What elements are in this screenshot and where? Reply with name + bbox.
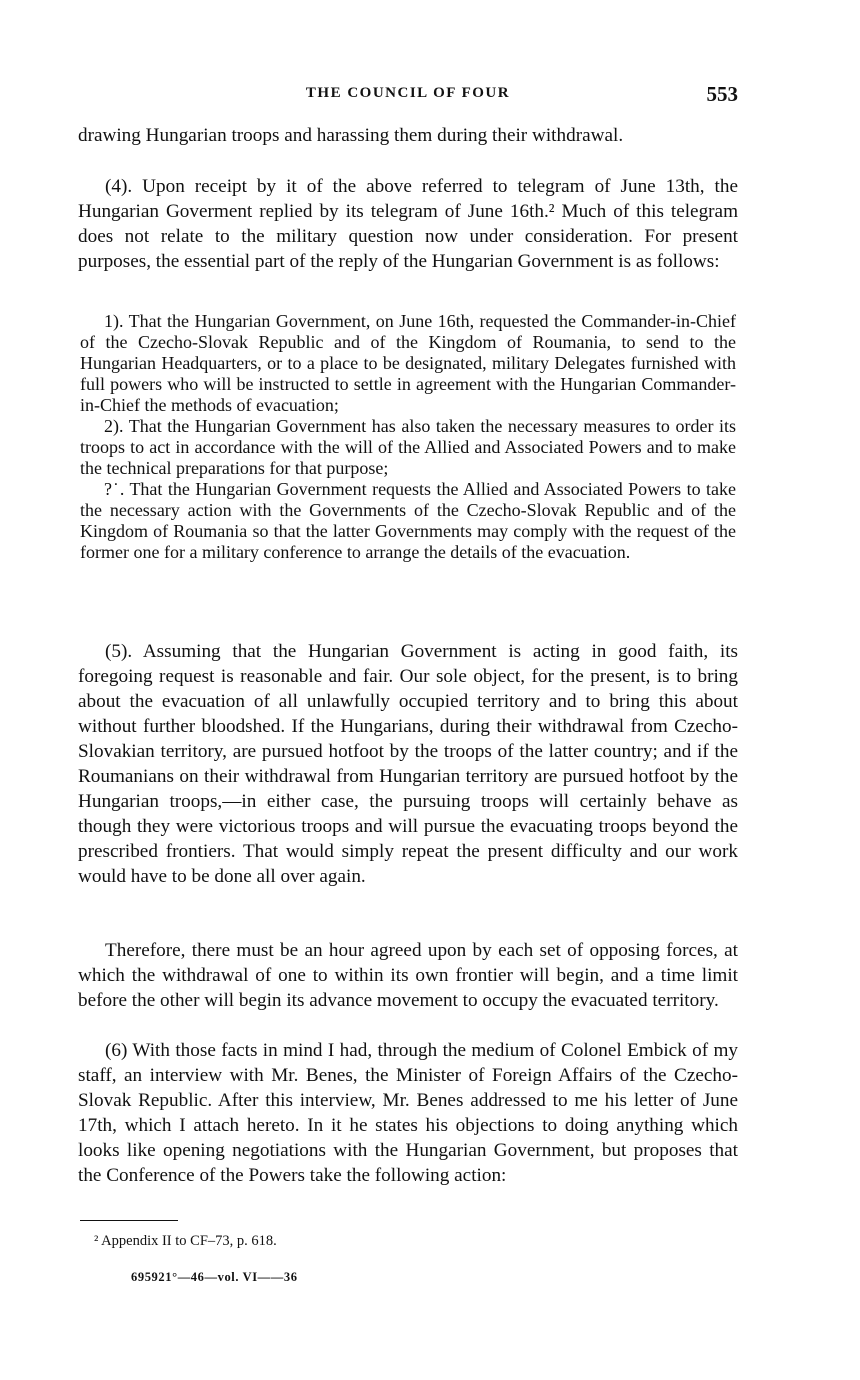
print-code: 695921°—46—vol. VI——36 xyxy=(131,1270,298,1284)
quoted-reply-block xyxy=(80,311,736,563)
paragraph-6 xyxy=(78,1038,738,1188)
footnote: ² Appendix II to CF–73, p. 618. xyxy=(94,1233,277,1249)
paragraph-therefore xyxy=(78,938,738,1013)
page-number: 553 xyxy=(706,82,738,106)
paragraph-text: (6) With those facts in mind I had, through the medium of Colonel Embick of my staff, an interview with Mr. Benes, the Minister of Foreign Affairs of the Czecho-Slovak Republic. After this interview, Mr. Benes addressed to me his letter of June 17th, which I attach hereto. In it he states his objections to doing anything which looks like opening negotiations with the Hungarian Government, but proposes that the Conference of the Powers take the following action: xyxy=(78,1040,738,1186)
quoted-item-1: 1). That the Hungarian Government, on June 16th, requested the Commander-in-Chief of the Czecho-Slovak Republic and of the Kingdom of Roumania, to send to the Hungarian Headquarters, or to a place to be designated, military Delegates furnished with full powers who will be instructed to settle in agreement with the Hungarian Commander-in-Chief the methods of evacuation; xyxy=(80,311,736,415)
paragraph-text: drawing Hungarian troops and harassing them during their withdrawal. xyxy=(78,125,624,146)
paragraph-text: (5). Assuming that the Hungarian Government is acting in good faith, its foregoing request is reasonable and fair. Our sole object, for the present, is to bring about the evacuation of all unlawfully occupied territory and to bring this about without further bloodshed. If the Hungarians, during their withdrawal from Czecho-Slovakian territory, are pursued hotfoot by the troops of the latter country; and if the Roumanians on their withdrawal from Hungarian territory are pursued hotfoot by the Hungarian troops,—in either case, the pursuing troops will certainly behave as though they were victorious troops and will pursue the evacuating troops beyond the prescribed frontiers. That would simply repeat the present difficulty and our work would have to be done all over again. xyxy=(78,641,738,887)
paragraph-4 xyxy=(78,174,738,274)
quoted-item-3: ?˙. That the Hungarian Government requests the Allied and Associated Powers to take the necessary action with the Governments of the Czecho-Slovak Republic and of the Kingdom of Roumania so that the latter Governments may comply with the request of the former one for a military conference to arrange the details of the evacuation. xyxy=(80,479,736,562)
running-title: THE COUNCIL OF FOUR xyxy=(305,85,511,101)
quoted-item-2: 2). That the Hungarian Government has also taken the necessary measures to order its troops to act in accordance with the will of the Allied and Associated Powers and to make the technical preparations for that purpose; xyxy=(80,416,736,478)
paragraph-continuation xyxy=(78,123,738,148)
running-header xyxy=(78,82,738,106)
paragraph-text: Therefore, there must be an hour agreed upon by each set of opposing forces, at which the withdrawal of one to within its own frontier will begin, and a time limit before the other will begin its advance movement to occupy the evacuated territory. xyxy=(78,940,738,1011)
paragraph-text: (4). Upon receipt by it of the above referred to telegram of June 13th, the Hungarian Goverment replied by its telegram of June 16th.² Much of this telegram does not relate to the military question now under consideration. For present purposes, the essential part of the reply of the Hungarian Government is as follows: xyxy=(78,176,738,272)
footnote-divider xyxy=(80,1220,178,1221)
paragraph-5 xyxy=(78,639,738,889)
